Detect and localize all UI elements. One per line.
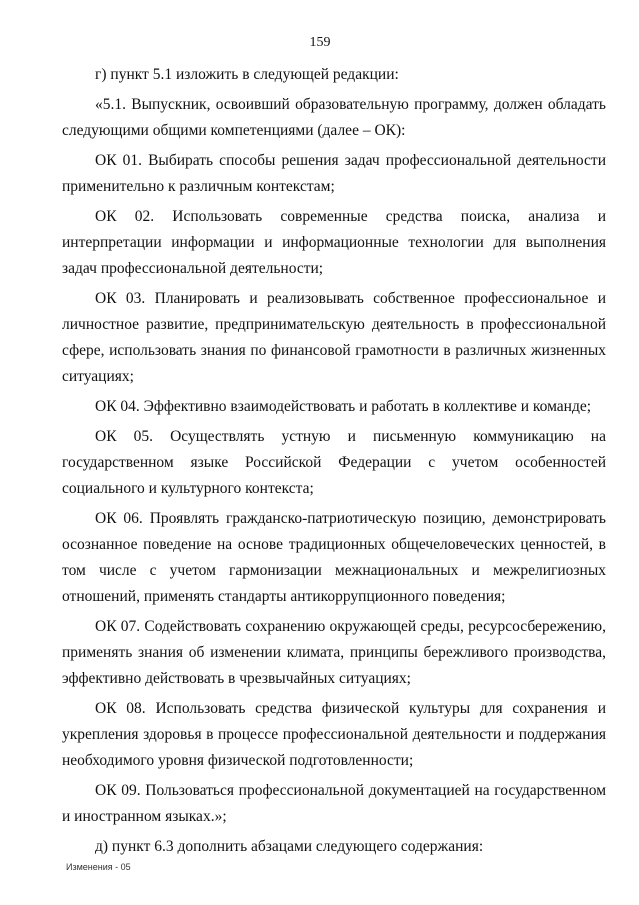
paragraph-ok-05: ОК 05. Осуществлять устную и письменную коммуникацию на государственном языке Российской Федерации с учетом особенностей социального и культурного контекста; — [62, 428, 606, 497]
paragraph-ok-04: ОК 04. Эффективно взаимодействовать и работать в коллективе и команде; — [95, 398, 592, 415]
paragraph-ok-06: ОК 06. Проявлять гражданско-патриотическую позицию, демонстрировать осознанное поведение на основе традиционных общечеловеческих ценностей, в том числе с учетом гармонизации межнациональных и межрелигиозных отношений, применять стандарты антикоррупционного поведения; — [62, 510, 606, 605]
paragraph-ok-03: ОК 03. Планировать и реализовывать собственное профессиональное и личностное развитие, предпринимательскую деятельность в профессиональной сфере, использовать знания по финансовой грамотности в различных жизненных ситуациях; — [62, 290, 606, 385]
page-footer: Изменения - 05 — [66, 862, 131, 872]
paragraph-item-g: г) пункт 5.1 изложить в следующей редакции: — [95, 66, 399, 83]
page-number: 159 — [309, 35, 331, 50]
paragraph-ok-02: ОК 02. Использовать современные средства поиска, анализа и интерпретации информации и информационные технологии для выполнения задач профессиональной деятельности; — [62, 208, 606, 277]
paragraph-ok-01: ОК 01. Выбирать способы решения задач профессиональной деятельности применительно к различным контекстам; — [62, 152, 606, 195]
paragraph-ok-09: ОК 09. Пользоваться профессиональной документацией на государственном и иностранном языках.»; — [62, 782, 606, 825]
document-body — [62, 62, 606, 864]
paragraph-clause-5-1: «5.1. Выпускник, освоивший образовательную программу, должен обладать следующими общими компетенциями (далее – ОК): — [62, 96, 606, 139]
paragraph-ok-08: ОК 08. Использовать средства физической культуры для сохранения и укрепления здоровья в процессе профессиональной деятельности и поддержания необходимого уровня физической подготовленности; — [62, 700, 606, 769]
paragraph-ok-07: ОК 07. Содействовать сохранению окружающей среды, ресурсосбережению, применять знания об изменении климата, принципы бережливого производства, эффективно действовать в чрезвычайных ситуациях; — [62, 618, 606, 687]
paragraph-item-d: д) пункт 6.3 дополнить абзацами следующего содержания: — [95, 838, 484, 855]
